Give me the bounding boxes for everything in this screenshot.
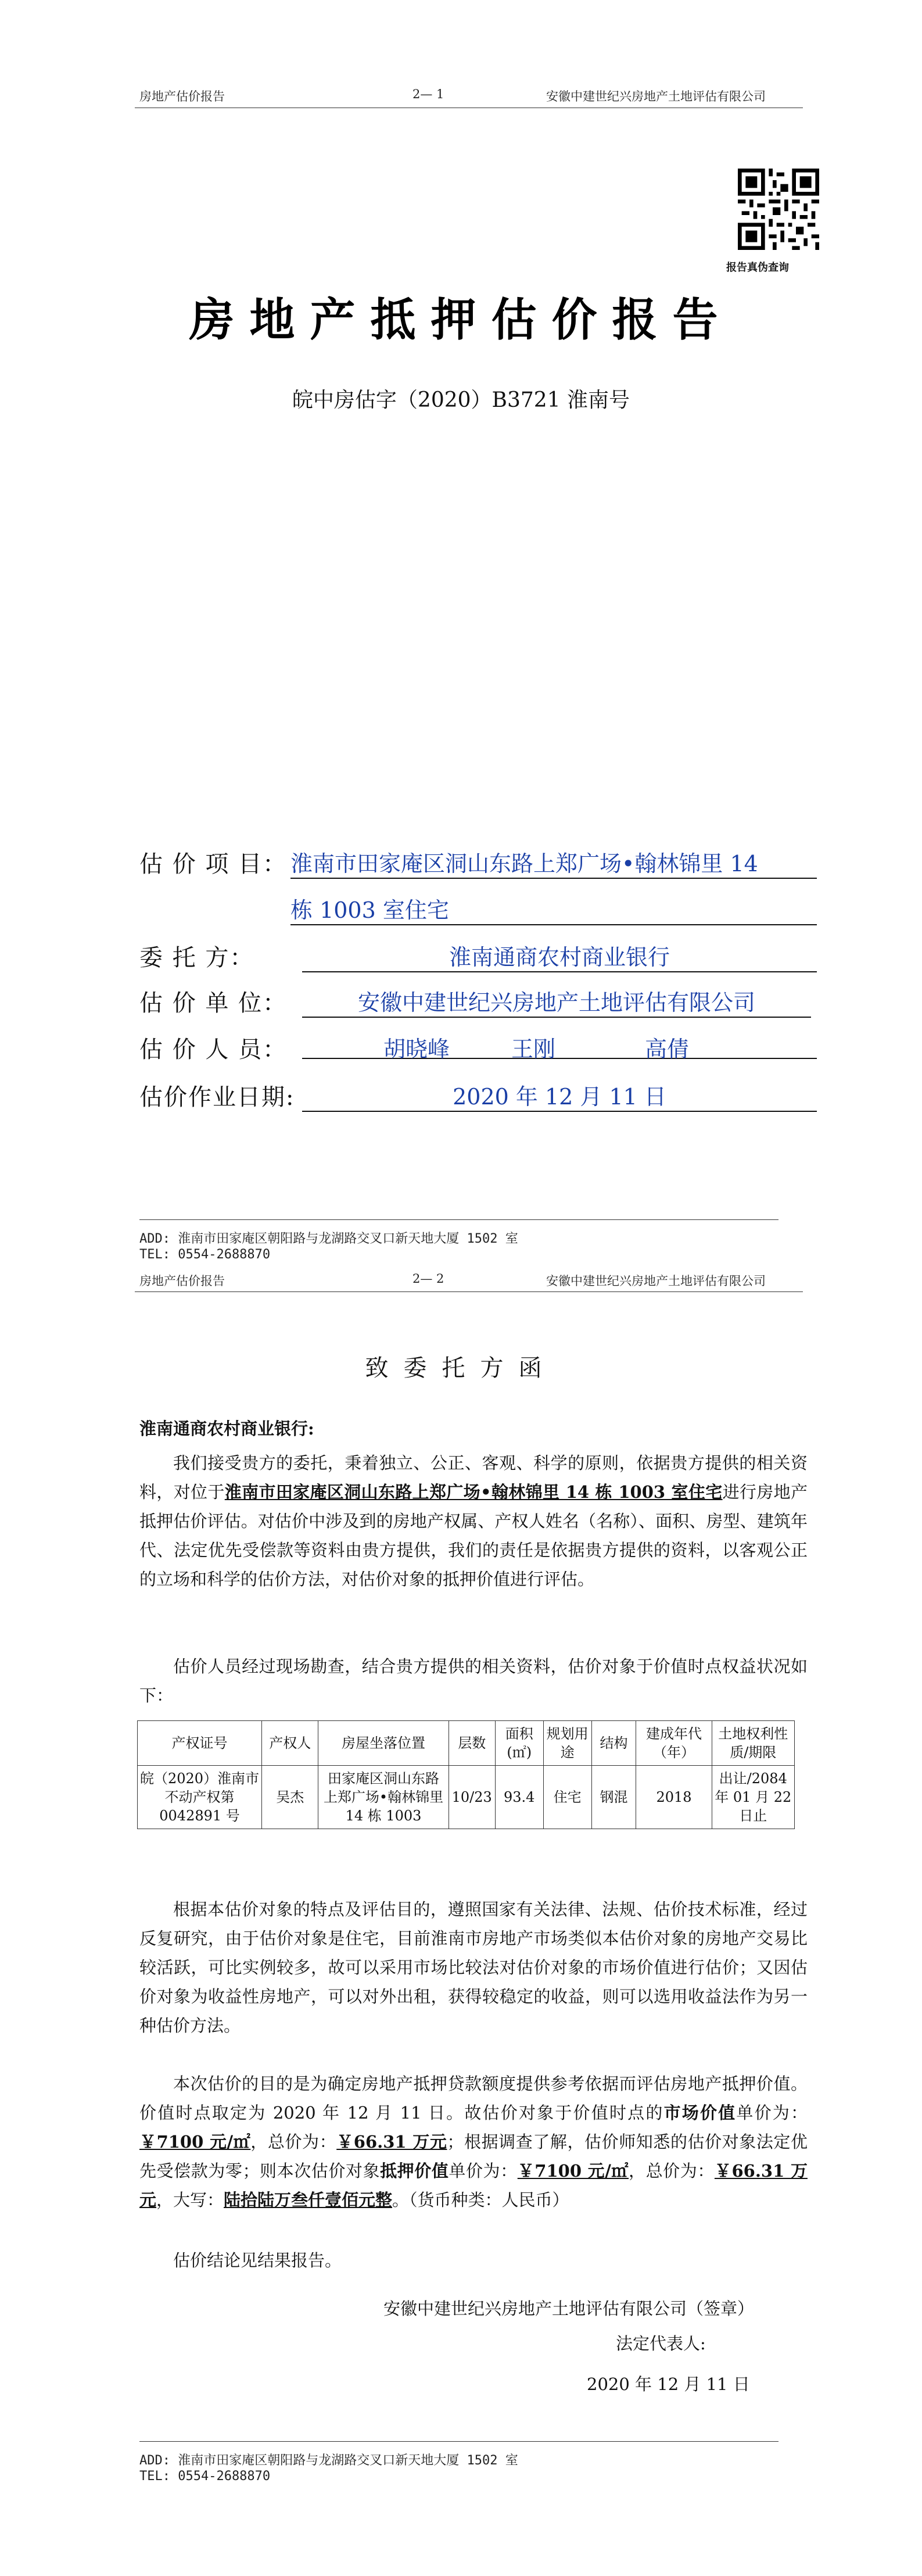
- market-unit-price: ￥7100 元/㎡: [139, 2132, 251, 2152]
- table-cell: 93.4: [495, 1766, 543, 1829]
- project-value-line2: 栋 1003 室住宅: [290, 892, 817, 925]
- mortgage-unit-price: ￥7100 元/㎡: [517, 2161, 629, 2181]
- table-header: 房屋坐落位置: [318, 1721, 449, 1766]
- client-label: 委 托 方：: [139, 944, 254, 971]
- paragraph-3: 根据本估价对象的特点及评估目的，遵照国家有关法律、法规、估价技术标准，经过反复研究，由于估价对象是住宅，目前淮南市房地产市场类似本估价对象的房地产交易比较活跃，可比实例较多，故可以采用市场比较法对估价对象的市场价值进行估价；又因估价对象为收益性房地产，可以对外出租，获得较稳定的收益，则可以选用收益法作为另一种估价方法。: [139, 1899, 808, 2035]
- client-value: 淮南通商农村商业银行: [302, 939, 817, 972]
- staff-line: [302, 1031, 817, 1059]
- org-value: 安徽中建世纪兴房地产土地评估有限公司: [302, 985, 811, 1018]
- table-header: 建成年代（年）: [636, 1721, 712, 1766]
- qr-caption: 报告真伪查询: [726, 262, 789, 274]
- table-cell: 田家庵区洞山东路上郑广场•翰林锦里 14 栋 1003: [318, 1766, 449, 1829]
- page1-footer-rule: [139, 1219, 779, 1220]
- page2-header-page: 2— 2: [412, 1272, 444, 1286]
- staff-label: 估 价 人 员：: [139, 1036, 288, 1063]
- paragraph-2: 估价人员经过现场勘查，结合贵方提供的相关资料，估价对象于价值时点权益状况如下：: [139, 1656, 808, 1705]
- paragraph-1: 我们接受贵方的委托，秉着独立、公正、客观、科学的原则，依据贵方提供的相关资料，对位于淮南市田家庵区洞山东路上郑广场•翰林锦里 14 栋 1003 室住宅进行房地产抵押估价评估。对估价中涉及到的房地产权属、产权人姓名（名称）、面积、房型、建筑年代、法定优先受偿款等资料由贵方提供，我们的责任是依据贵方提供的资料，以客观公正的立场和科学的估价方法，对估价对象的抵押价值进行评估。: [139, 1453, 808, 1589]
- org-label: 估 价 单 位：: [139, 990, 288, 1017]
- date-value: 2020 年 12 月 11 日: [302, 1079, 817, 1112]
- page2-footer-rule: [139, 2441, 779, 2442]
- table-header-row: [138, 1721, 795, 1766]
- market-total-price: ￥66.31 万元: [336, 2132, 447, 2152]
- property-address: 淮南市田家庵区洞山东路上郑广场•翰林锦里 14 栋 1003 室住宅: [224, 1482, 723, 1502]
- page1-footer-tel: TEL: 0554-2688870: [139, 1247, 271, 1262]
- page2-footer-address: ADD: 淮南市田家庵区朝阳路与龙湖路交叉口新天地大厦 1502 室: [139, 2453, 518, 2468]
- table-cell: 10/23: [449, 1766, 495, 1829]
- project-label: 估 价 项 目：: [139, 851, 288, 878]
- table-cell: 出让/2084 年 01 月 22 日止: [712, 1766, 794, 1829]
- signature-org: 安徽中建世纪兴房地产土地评估有限公司（签章）: [383, 2299, 755, 2319]
- page1-header-right: 安徽中建世纪兴房地产土地评估有限公司: [546, 90, 766, 103]
- paragraph-5: 估价结论见结果报告。: [173, 2251, 342, 2270]
- page1-footer-address: ADD: 淮南市田家庵区朝阳路与龙湖路交叉口新天地大厦 1502 室: [139, 1232, 518, 1246]
- staff-name-1: 胡晓峰: [383, 1036, 450, 1062]
- paragraph-4: 本次估价的目的是为确定房地产抵押贷款额度提供参考依据而评估房地产抵押价值。价值时点取定为 2020 年 12 月 11 日。故估价对象于价值时点的市场价值单价为：￥7100 元/㎡，总价为：￥66.31 万元；根据调查了解，估价师知悉的估价对象法定优先受偿款为零；则本次估价对象抵押价值单价为：￥7100 元/㎡，总价为：￥66.31 万元，大写：陆拾陆万叁仟壹佰元整。（货币种类：人民币）: [139, 2074, 808, 2210]
- legal-representative: 法定代表人:: [616, 2334, 706, 2353]
- date-label: 估价作业日期:: [139, 1084, 295, 1111]
- page2-footer-tel: TEL: 0554-2688870: [139, 2469, 271, 2484]
- page2-header-right: 安徽中建世纪兴房地产土地评估有限公司: [546, 1274, 766, 1288]
- letter-title: 致委托方函: [365, 1355, 557, 1382]
- table-header: 层数: [449, 1721, 495, 1766]
- staff-name-2: 王刚: [511, 1036, 556, 1062]
- table-cell: 住宅: [543, 1766, 591, 1829]
- qr-code-icon: [738, 169, 819, 250]
- table-header: 土地权利性质/期限: [712, 1721, 794, 1766]
- table-cell: 2018: [636, 1766, 712, 1829]
- table-header: 规划用途: [543, 1721, 591, 1766]
- page1-header-left: 房地产估价报告: [139, 90, 225, 103]
- letter-addressee: 淮南通商农村商业银行:: [139, 1419, 314, 1439]
- report-number: 皖中房估字（2020）B3721 淮南号: [292, 388, 630, 412]
- mortgage-total-price: ￥66.31 万元: [139, 2161, 808, 2210]
- table-header: 结构: [591, 1721, 636, 1766]
- property-table: [137, 1720, 795, 1829]
- signature-date: 2020 年 12 月 11 日: [587, 2374, 750, 2394]
- project-value-line1: 淮南市田家庵区洞山东路上郑广场•翰林锦里 14: [290, 846, 817, 879]
- page2-header-left: 房地产估价报告: [139, 1274, 225, 1288]
- page1-header-page: 2— 1: [412, 87, 444, 101]
- table-cell: 吴杰: [262, 1766, 318, 1829]
- table-row: [138, 1766, 795, 1829]
- mortgage-total-chinese: 陆拾陆万叁仟壹佰元整: [224, 2190, 393, 2210]
- page2-header-rule: [135, 1291, 803, 1292]
- table-cell: 钢混: [591, 1766, 636, 1829]
- table-cell: 皖（2020）淮南市不动产权第 0042891 号: [138, 1766, 262, 1829]
- report-title: 房地产抵押估价报告: [189, 294, 733, 346]
- table-header: 面积(㎡): [495, 1721, 543, 1766]
- table-header: 产权证号: [138, 1721, 262, 1766]
- table-header: 产权人: [262, 1721, 318, 1766]
- staff-name-3: 高倩: [645, 1036, 690, 1062]
